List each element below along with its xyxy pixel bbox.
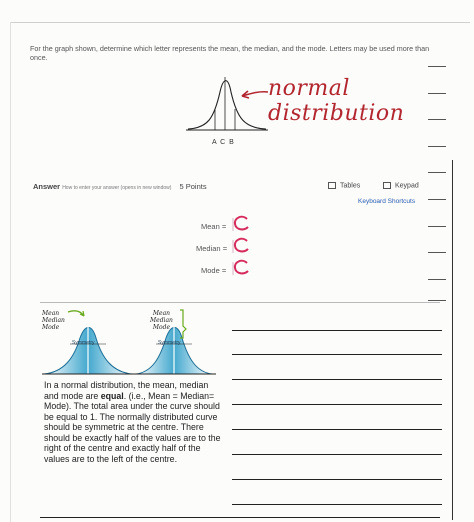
answer-title: Answer [33, 182, 61, 191]
notebook-line [232, 404, 442, 405]
margin-line [428, 199, 446, 200]
explanation-bold: equal [100, 390, 124, 401]
keypad-icon [383, 182, 391, 189]
margin-line [428, 146, 446, 147]
handwritten-note: normal distribution [268, 76, 405, 126]
normal-curve-graph [182, 72, 272, 138]
symmetry-illustration [40, 308, 220, 380]
notebook-line [232, 379, 442, 380]
explanation-text: In a normal distribution, the mean, median and mode are equal. (i.e., Mean = Median= Mode). The total area under the curve should be equal to 1. The normally distributed curve should be symmetric at the centre. There should be exactly half of the values are to the right of the centre and exactly half of the values are to the left of the centre. [44, 380, 221, 464]
card-top-border [10, 22, 470, 23]
mean-label: Mean = [201, 222, 227, 231]
tables-icon [328, 182, 336, 189]
answer-points: 5 Points [179, 182, 207, 191]
notebook-line [232, 479, 442, 480]
notebook-line [232, 330, 442, 331]
notebook-line [232, 429, 442, 430]
median-answer-handwriting [232, 237, 252, 255]
symmetry-label-right: Symmetry [158, 340, 181, 346]
mode-answer-handwriting [232, 259, 252, 277]
graph-letters: A C B [212, 139, 234, 146]
margin-line [428, 279, 446, 280]
median-input[interactable] [232, 237, 252, 253]
notebook-line [232, 454, 442, 455]
notebook-line [232, 354, 442, 355]
mean-input[interactable] [232, 215, 252, 231]
right-tag: Mean Median Mode [150, 310, 173, 331]
left-tag: Mean Median Mode [42, 310, 65, 331]
card-left-border [10, 22, 11, 522]
question-text: For the graph shown, determine which letter represents the mean, the median, and the mode. Letters may be used more than once. [30, 44, 430, 62]
symmetry-label-left: Symmetry [72, 340, 95, 346]
notebook-line [232, 504, 442, 505]
mode-input[interactable] [232, 259, 252, 275]
mode-label: Mode = [201, 266, 227, 275]
margin-line [428, 119, 446, 120]
margin-line [428, 252, 446, 253]
notebook-line [40, 517, 440, 518]
margin-line [428, 93, 446, 94]
margin-line [428, 300, 446, 301]
median-label: Median = [196, 244, 228, 253]
margin-line [428, 66, 446, 67]
keypad-button[interactable] [383, 182, 419, 189]
section-divider [40, 302, 440, 303]
answer-header [33, 182, 207, 191]
margin-line [428, 172, 446, 173]
keypad-label: Keypad [395, 182, 419, 190]
margin-line [428, 226, 446, 227]
tables-label: Tables [340, 182, 361, 190]
answer-help-link[interactable]: How to enter your answer (opens in new window) [62, 185, 172, 191]
mean-answer-handwriting [232, 215, 252, 233]
keyboard-shortcuts-link[interactable]: Keyboard Shortcuts [358, 198, 416, 205]
right-border [452, 160, 453, 520]
tables-button[interactable] [328, 182, 360, 189]
